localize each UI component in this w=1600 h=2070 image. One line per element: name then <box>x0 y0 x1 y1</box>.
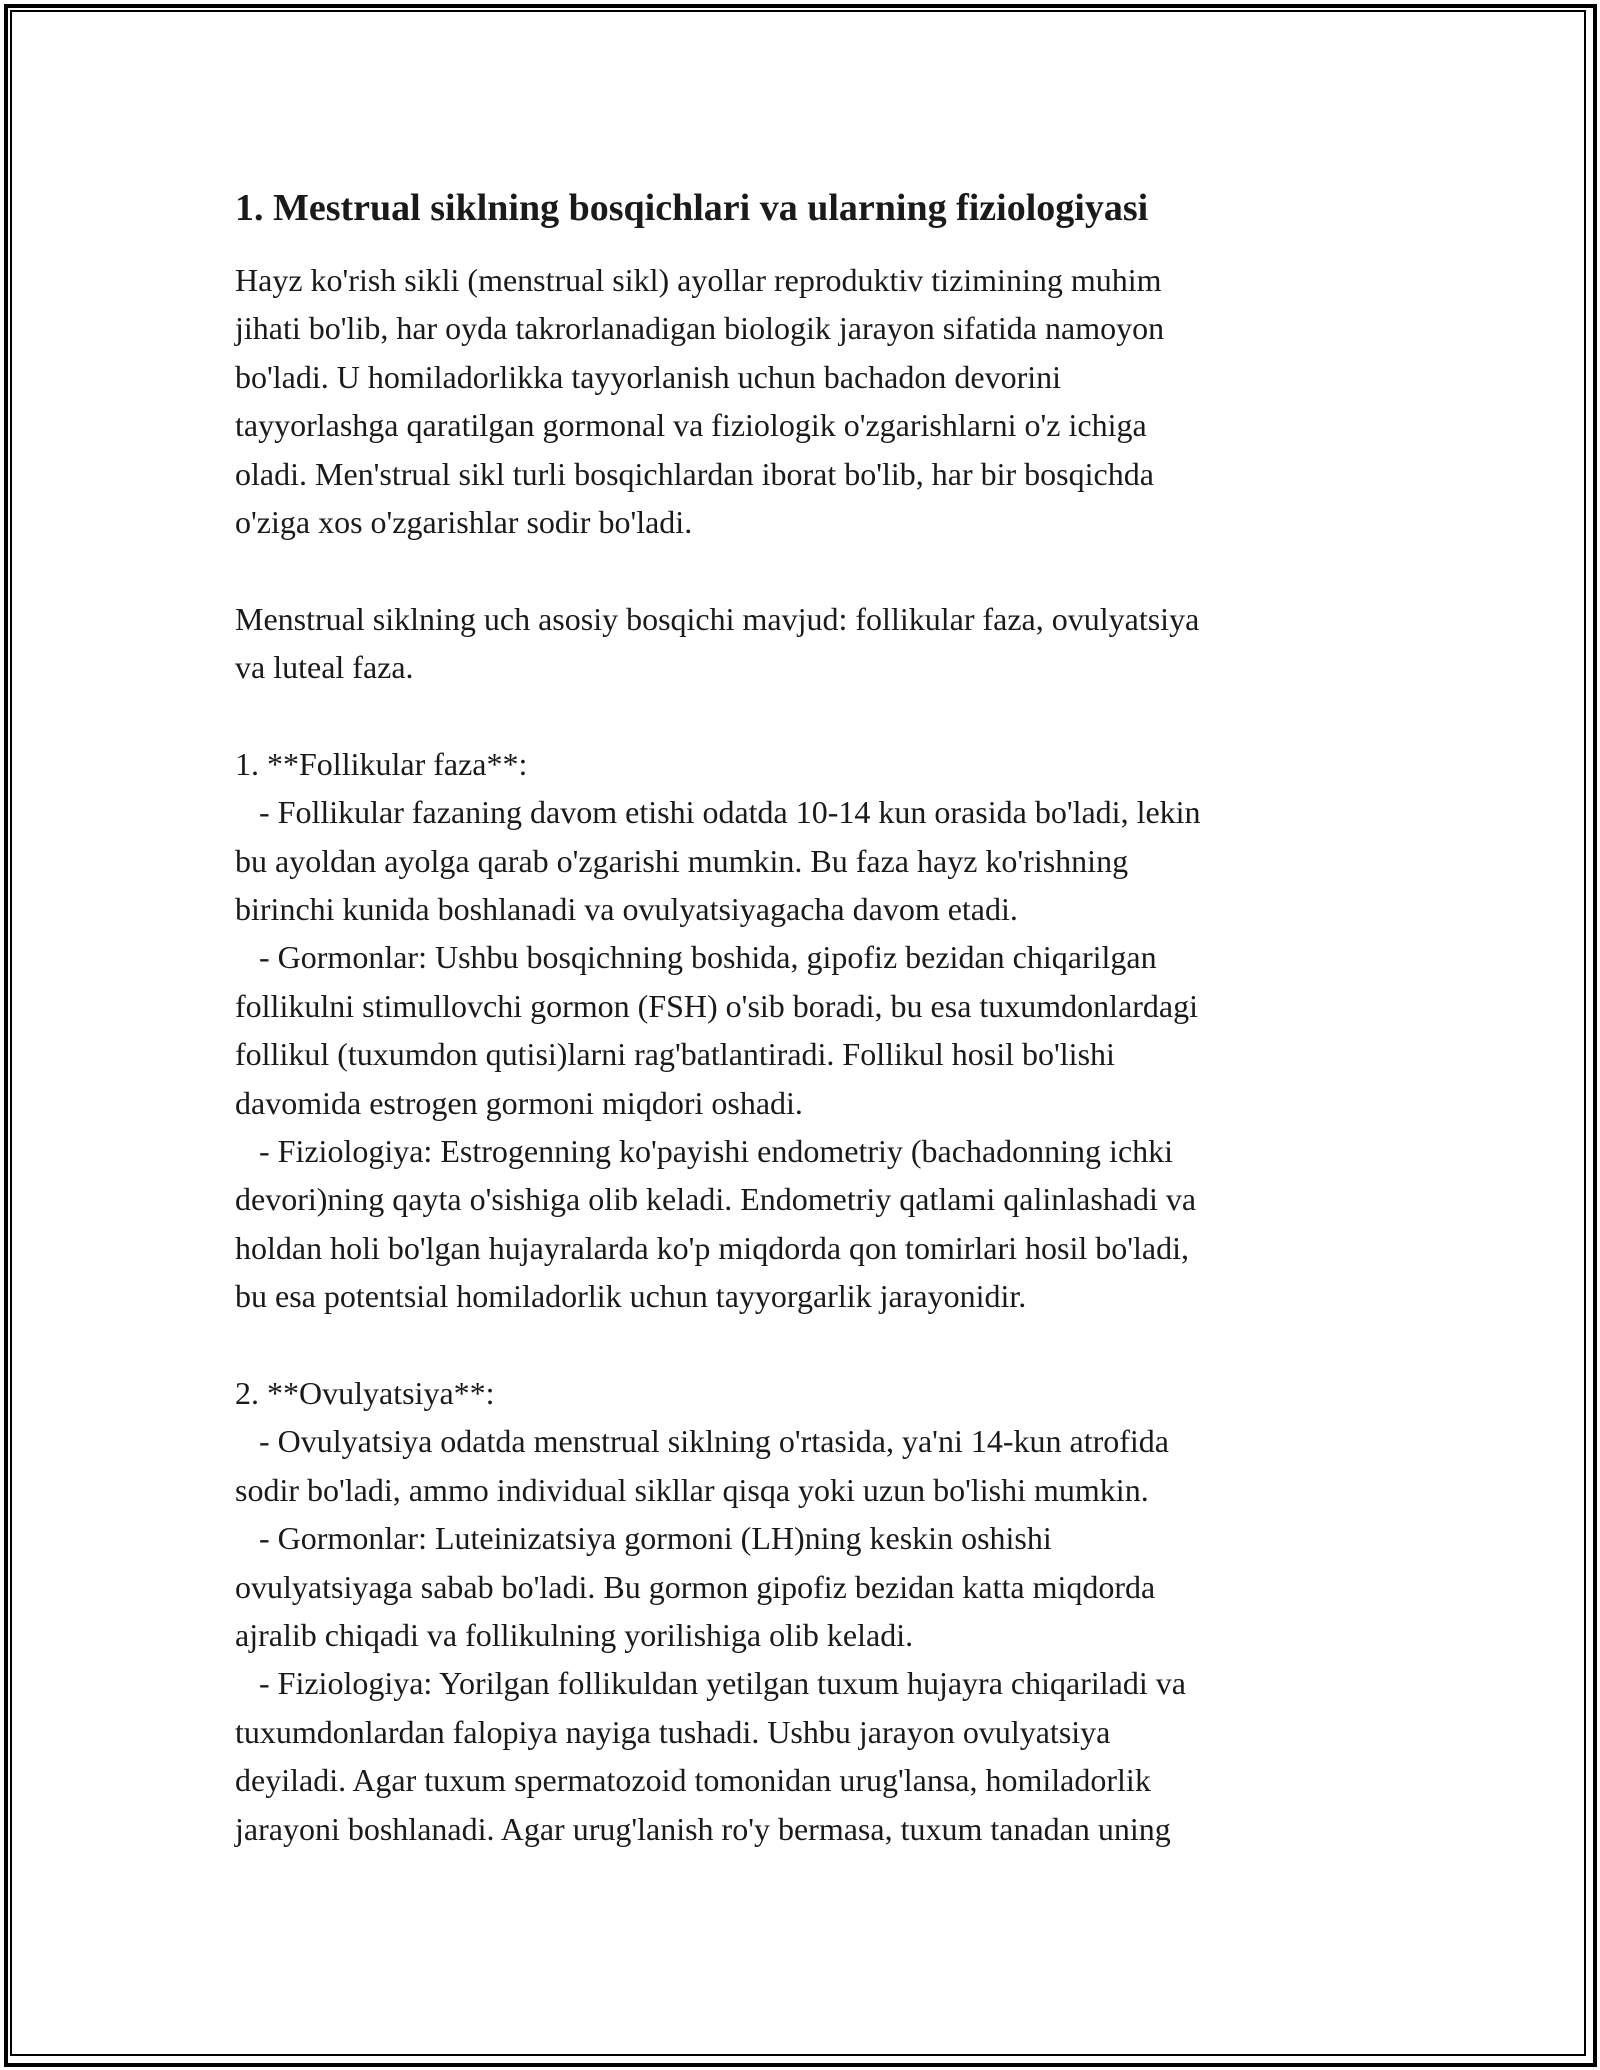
document-text <box>235 256 1365 1853</box>
blank-line <box>235 546 1365 594</box>
text-line: jarayoni boshlanadi. Agar urug'lanish ro'y bermasa, tuxum tanadan uning <box>235 1810 1171 1847</box>
text-line: jihati bo'lib, har oyda takrorlanadigan biologik jarayon sifatida namoyon <box>235 310 1165 347</box>
text-line: o'ziga xos o'zgarishlar sodir bo'ladi. <box>235 503 693 540</box>
blank-line <box>235 692 1365 740</box>
text-line: - Fiziologiya: Estrogenning ko'payishi endometriy (bachadonning ichki <box>235 1133 1174 1170</box>
text-line: - Gormonlar: Luteinizatsiya gormoni (LH)ning keskin oshishi <box>235 1520 1052 1557</box>
text-line: bu ayoldan ayolga qarab o'zgarishi mumkin. Bu faza hayz ko'rishning <box>235 842 1129 879</box>
text-line: - Fiziologiya: Yorilgan follikuldan yetilgan tuxum hujayra chiqariladi va <box>235 1665 1186 1702</box>
text-line: sodir bo'ladi, ammo individual sikllar qisqa yoki uzun bo'lishi mumkin. <box>235 1471 1149 1508</box>
text-line: - Follikular fazaning davom etishi odatda 10-14 kun orasida bo'ladi, lekin <box>235 794 1201 831</box>
text-line: Hayz ko'rish sikli (menstrual sikl) ayollar reproduktiv tizimining muhim <box>235 262 1162 298</box>
text-line: oladi. Men'strual sikl turli bosqichlardan iborat bo'lib, har bir bosqichda <box>235 455 1154 492</box>
text-line: ovulyatsiyaga sabab bo'ladi. Bu gormon gipofiz bezidan katta miqdorda <box>235 1568 1156 1605</box>
text-line: tuxumdonlardan falopiya nayiga tushadi. Ushbu jarayon ovulyatsiya <box>235 1713 1111 1750</box>
text-line: - Ovulyatsiya odatda menstrual siklning o'rtasida, ya'ni 14-kun atrofida <box>235 1423 1169 1460</box>
text-line: follikul (tuxumdon qutisi)larni rag'batlantiradi. Follikul hosil bo'lishi <box>235 1036 1115 1073</box>
text-line: davomida estrogen gormoni miqdori oshadi. <box>235 1084 803 1121</box>
text-line: 2. **Ovulyatsiya**: <box>235 1374 495 1411</box>
text-line: deyiladi. Agar tuxum spermatozoid tomonidan urug'lansa, homiladorlik <box>235 1762 1151 1799</box>
text-line: - Gormonlar: Ushbu bosqichning boshida, gipofiz bezidan chiqarilgan <box>235 939 1157 976</box>
text-line: Menstrual siklning uch asosiy bosqichi mavjud: follikular faza, ovulyatsiya <box>235 600 1200 637</box>
text-line: va luteal faza. <box>235 649 414 686</box>
text-line: devori)ning qayta o'sishiga olib keladi. Endometriy qatlami qalinlashadi va <box>235 1181 1197 1218</box>
blank-line <box>235 1321 1365 1369</box>
document-body <box>235 184 1365 1853</box>
text-line: tayyorlashga qaratilgan gormonal va fiziologik o'zgarishlarni o'z ichiga <box>235 407 1147 444</box>
text-line: birinchi kunida boshlanadi va ovulyatsiyagacha davom etadi. <box>235 891 1018 928</box>
text-line: holdan holi bo'lgan hujayralarda ko'p miqdorda qon tomirlari hosil bo'ladi, <box>235 1229 1189 1266</box>
document-title: 1. Mestrual siklning bosqichlari va ularning fiziologiyasi <box>235 187 1149 229</box>
text-line: bo'ladi. U homiladorlikka tayyorlanish uchun bachadon devorini <box>235 358 1062 395</box>
text-line: bu esa potentsial homiladorlik uchun tayyorgarlik jarayonidir. <box>235 1278 1027 1315</box>
text-line: follikulni stimullovchi gormon (FSH) o'sib boradi, bu esa tuxumdonlardagi <box>235 987 1199 1024</box>
text-line: 1. **Follikular faza**: <box>235 745 528 782</box>
text-line: ajralib chiqadi va follikulning yorilishiga olib keladi. <box>235 1616 914 1653</box>
